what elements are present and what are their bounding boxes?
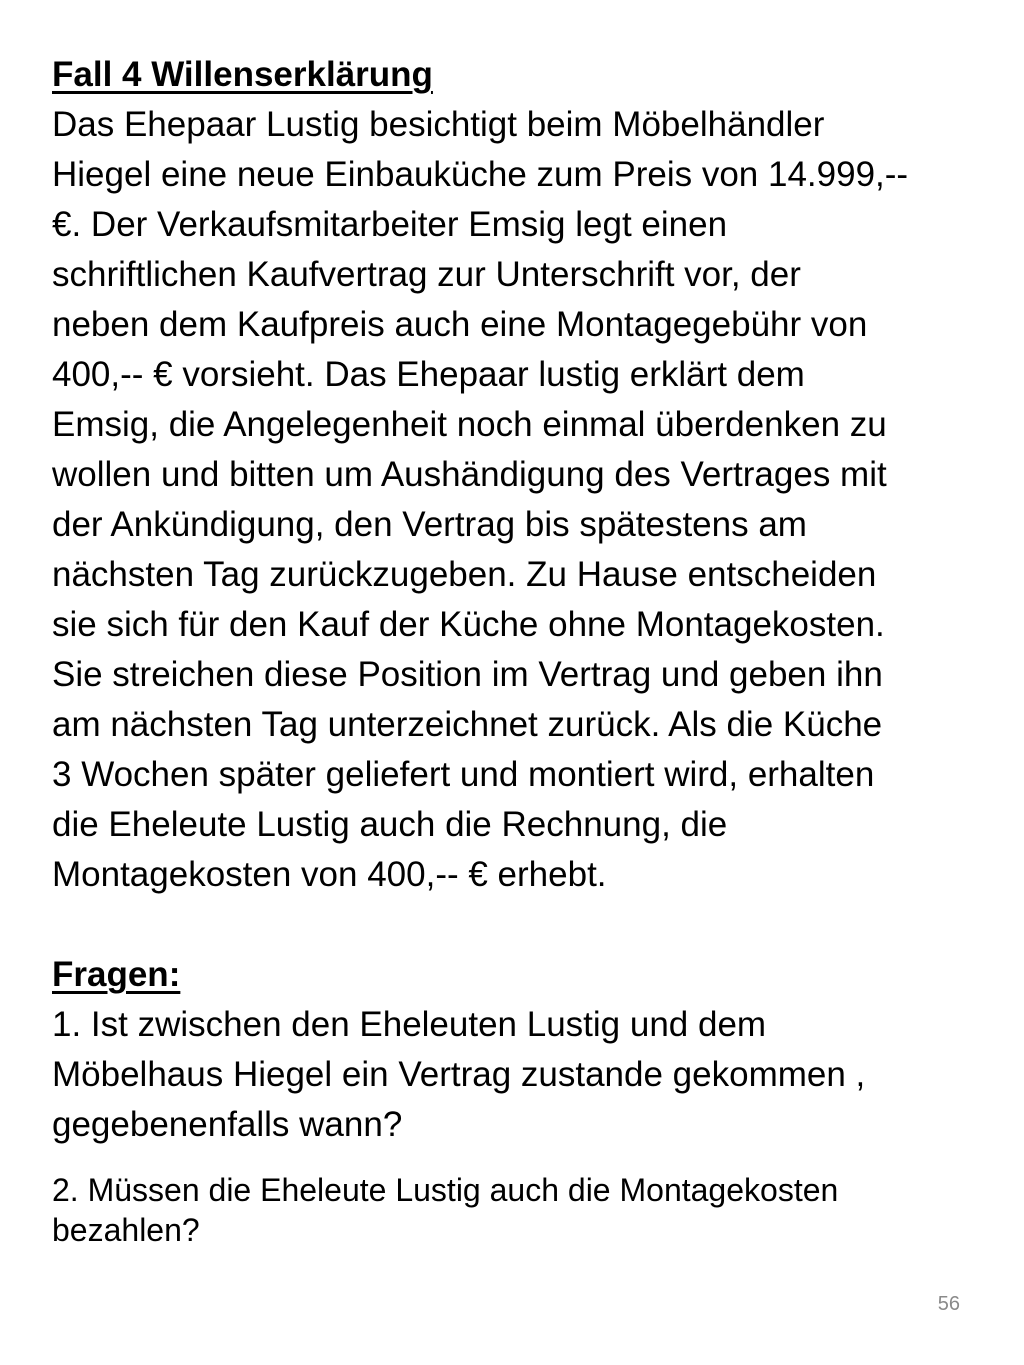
- case-line: €. Der Verkaufsmitarbeiter Emsig legt einen: [52, 205, 728, 244]
- case-line: Hiegel eine neue Einbauküche zum Preis von 14.999,--: [52, 155, 909, 194]
- case-line: 400,-- € vorsieht. Das Ehepaar lustig erklärt dem: [52, 355, 805, 394]
- question-line: 1. Ist zwischen den Eheleuten Lustig und dem: [52, 1005, 767, 1044]
- case-line: die Eheleute Lustig auch die Rechnung, die: [52, 805, 728, 844]
- question-line: 2. Müssen die Eheleute Lustig auch die Montagekosten: [52, 1172, 839, 1208]
- spacer: [52, 1150, 982, 1170]
- question-line: Möbelhaus Hiegel ein Vertrag zustande gekommen ,: [52, 1055, 866, 1094]
- case-line: sie sich für den Kauf der Küche ohne Montagekosten.: [52, 605, 885, 644]
- case-line: 3 Wochen später geliefert und montiert wird, erhalten: [52, 755, 875, 794]
- case-line: am nächsten Tag unterzeichnet zurück. Als die Küche: [52, 705, 883, 744]
- question-line: bezahlen?: [52, 1212, 200, 1248]
- question-2: [52, 1170, 982, 1250]
- slide-content: [52, 50, 982, 1250]
- question-line: gegebenenfalls wann?: [52, 1105, 403, 1144]
- case-line: Sie streichen diese Position im Vertrag und geben ihn: [52, 655, 883, 694]
- case-description: [52, 100, 982, 900]
- spacer: [52, 900, 982, 950]
- questions-heading: Fragen:: [52, 955, 181, 994]
- case-line: der Ankündigung, den Vertrag bis spätestens am: [52, 505, 807, 544]
- case-line: wollen und bitten um Aushändigung des Vertrages mit: [52, 455, 887, 494]
- case-line: nächsten Tag zurückzugeben. Zu Hause entscheiden: [52, 555, 877, 594]
- case-line: Das Ehepaar Lustig besichtigt beim Möbelhändler: [52, 105, 825, 144]
- question-1: [52, 1000, 982, 1150]
- case-line: Montagekosten von 400,-- € erhebt.: [52, 855, 607, 894]
- slide-number: 56: [937, 1293, 960, 1315]
- case-line: Emsig, die Angelegenheit noch einmal überdenken zu: [52, 405, 887, 444]
- case-line: schriftlichen Kaufvertrag zur Unterschrift vor, der: [52, 255, 801, 294]
- case-title: Fall 4 Willenserklärung: [52, 55, 433, 94]
- case-line: neben dem Kaufpreis auch eine Montagegebühr von: [52, 305, 868, 344]
